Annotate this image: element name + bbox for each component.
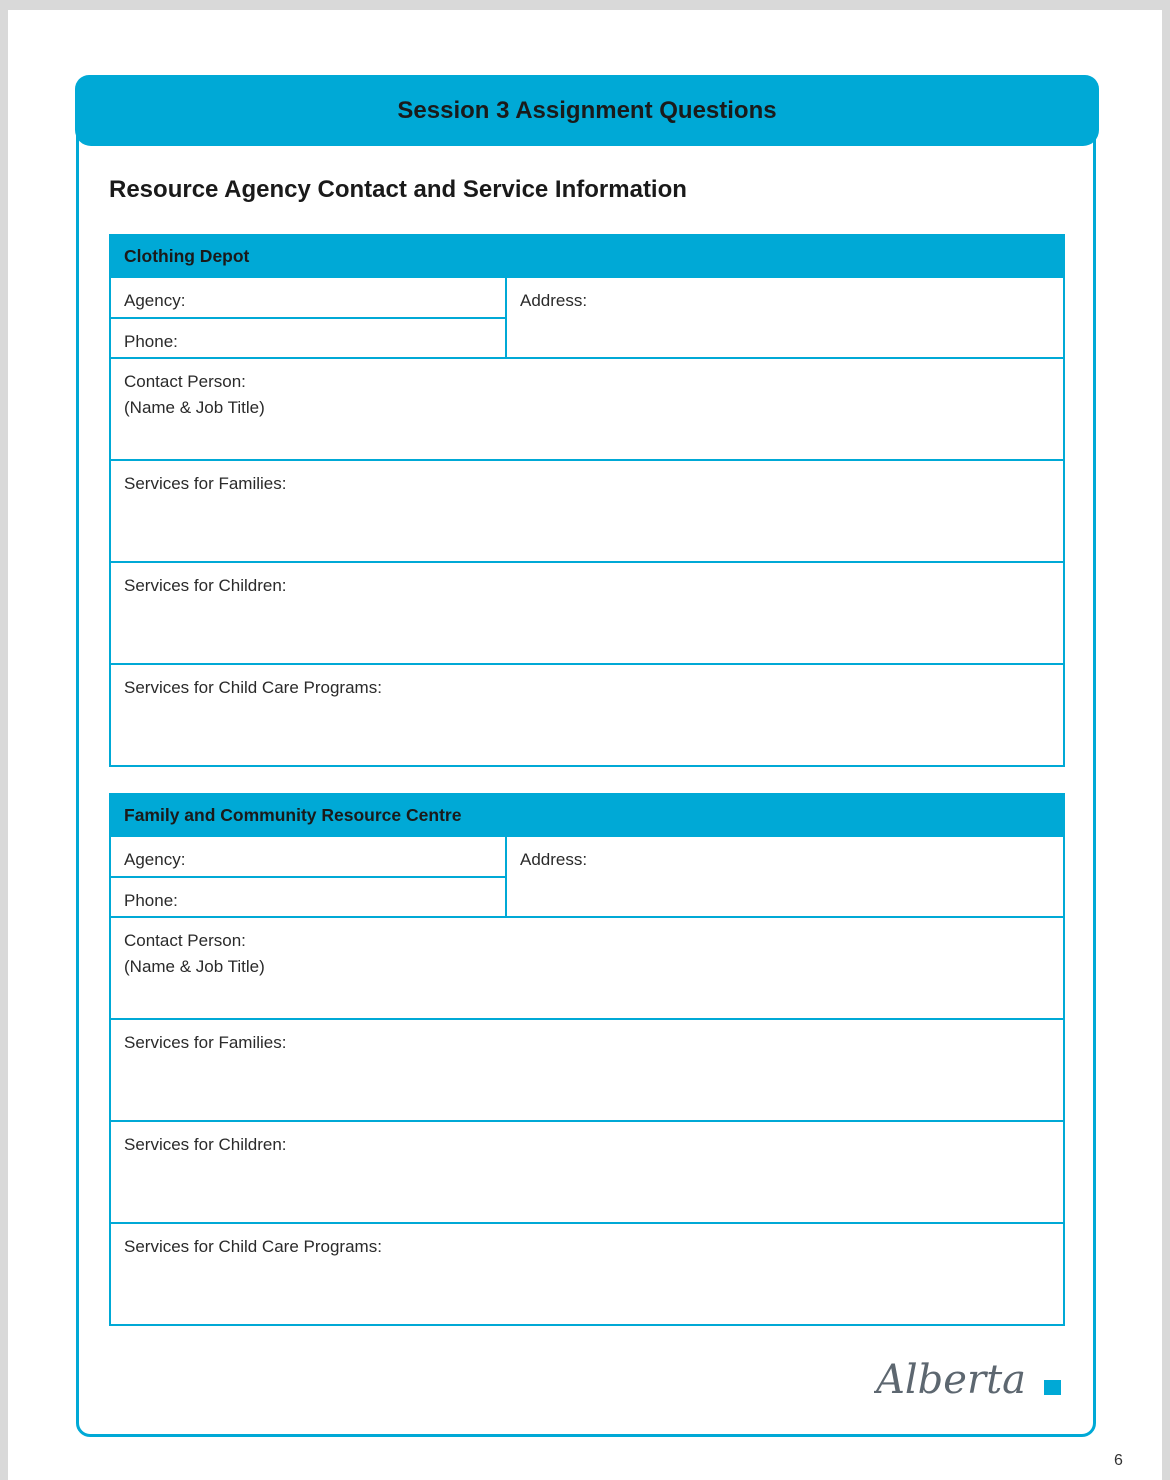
contact-label: Contact Person:: [124, 372, 246, 391]
contact-sublabel: (Name & Job Title): [124, 957, 265, 976]
contact-person-field[interactable]: [110, 358, 1064, 460]
contact-sublabel: (Name & Job Title): [124, 398, 265, 417]
contact-person-field[interactable]: [110, 917, 1064, 1019]
services-families-label: Services for Families:: [124, 474, 287, 493]
address-field[interactable]: [506, 277, 1064, 358]
form-title: Clothing Depot: [110, 235, 1064, 277]
alberta-logo: [874, 1346, 1064, 1406]
services-childcare-label: Services for Child Care Programs:: [124, 678, 382, 697]
agency-field[interactable]: [110, 836, 506, 877]
services-childcare-field[interactable]: [110, 664, 1064, 766]
banner-title: Session 3 Assignment Questions: [75, 75, 1099, 146]
agency-form-family-community-centre: [109, 793, 1065, 1326]
services-children-label: Services for Children:: [124, 576, 287, 595]
services-families-label: Services for Families:: [124, 1033, 287, 1052]
agency-label: Agency:: [124, 291, 186, 310]
address-label: Address:: [520, 850, 588, 869]
phone-label: Phone:: [124, 891, 178, 910]
services-families-field[interactable]: [110, 460, 1064, 562]
contact-label: Contact Person:: [124, 931, 246, 950]
address-label: Address:: [520, 291, 588, 310]
address-field[interactable]: [506, 836, 1064, 917]
phone-field[interactable]: [110, 877, 506, 917]
phone-field[interactable]: [110, 318, 506, 358]
logo-square-icon: [1044, 1380, 1061, 1395]
phone-label: Phone:: [124, 332, 178, 351]
alberta-wordmark: Alberta: [876, 1357, 1026, 1403]
services-childcare-field[interactable]: [110, 1223, 1064, 1325]
services-children-label: Services for Children:: [124, 1135, 287, 1154]
services-children-field[interactable]: [110, 1121, 1064, 1223]
agency-label: Agency:: [124, 850, 186, 869]
agency-field[interactable]: [110, 277, 506, 318]
page-number: 6: [1114, 1452, 1123, 1469]
section-heading: Resource Agency Contact and Service Information: [109, 176, 687, 203]
services-children-field[interactable]: [110, 562, 1064, 664]
services-families-field[interactable]: [110, 1019, 1064, 1121]
form-title: Family and Community Resource Centre: [110, 794, 1064, 836]
agency-form-clothing-depot: [109, 234, 1065, 767]
services-childcare-label: Services for Child Care Programs:: [124, 1237, 382, 1256]
